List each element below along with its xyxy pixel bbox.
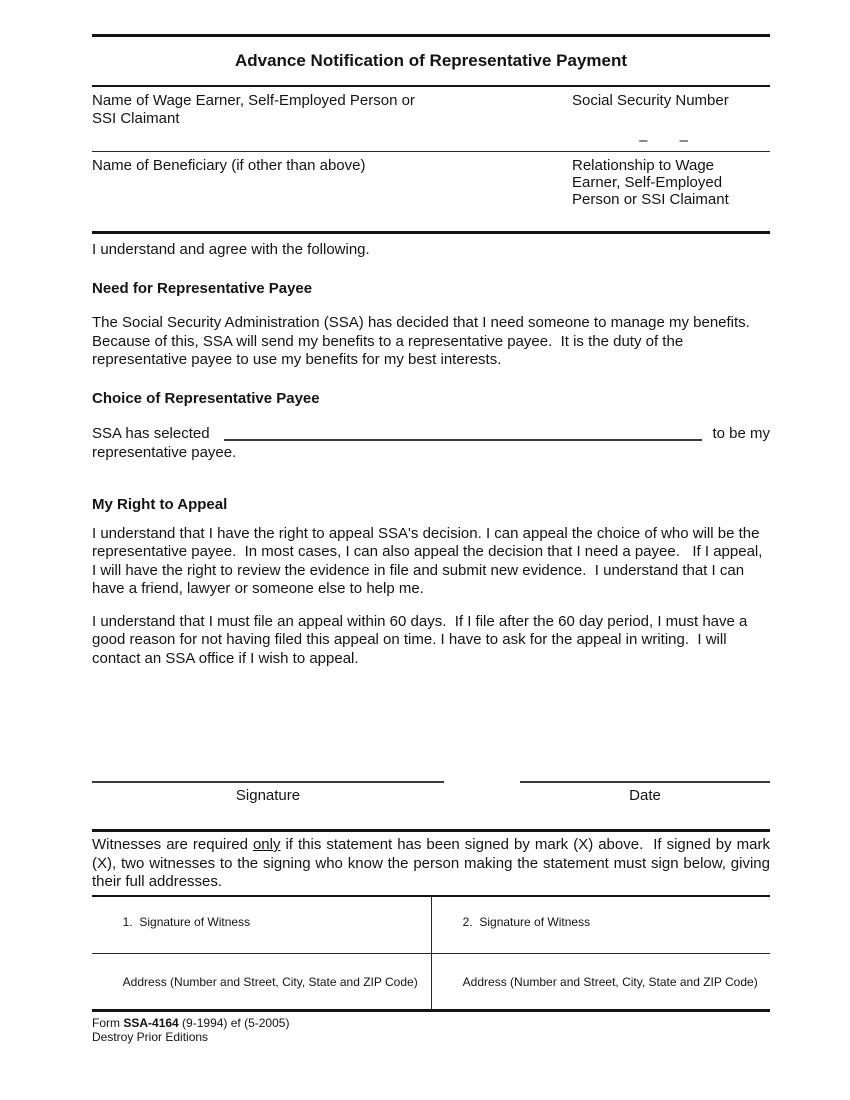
- date-block: [520, 781, 770, 804]
- witness-signature-row: [92, 897, 770, 954]
- witness2-address-label: Address (Number and Street, City, State and ZIP Code): [462, 974, 758, 989]
- appeal-para-2: I understand that I must file an appeal within 60 days. If I file after the 60 day period, I must have a good reason for not having filed this appeal on time. I have to ask for the appeal in writing. I will contact an SSA office if I wish to appeal.: [92, 612, 752, 667]
- form-number-line: [92, 1016, 770, 1030]
- witness1-address-label: Address (Number and Street, City, State and ZIP Code): [122, 974, 418, 989]
- relationship-label-line3: Person or SSI Claimant: [572, 191, 729, 208]
- witness-address-row: [92, 954, 770, 1009]
- signature-label: Signature: [235, 787, 301, 804]
- ssn-label: Social Security Number: [572, 92, 729, 109]
- appeal-section-heading: My Right to Appeal: [92, 496, 228, 513]
- wage-earner-name-field[interactable]: [92, 92, 532, 151]
- witness-requirement-note: [92, 836, 775, 892]
- need-section-heading: Need for Representative Payee: [92, 279, 313, 297]
- signature-line[interactable]: [92, 781, 444, 783]
- choice-section-heading: Choice of Representative Payee: [92, 389, 320, 407]
- beneficiary-name-field[interactable]: [92, 157, 532, 231]
- beneficiary-label: Name of Beneficiary (if other than above): [92, 157, 366, 174]
- destroy-note: Destroy Prior Editions: [92, 1029, 209, 1044]
- witness-note-before: Witnesses are required: [92, 836, 253, 853]
- relationship-label-line2: Earner, Self-Employed: [572, 174, 723, 191]
- header-bottom-rule: [92, 231, 770, 234]
- witness1-signature-cell[interactable]: [92, 897, 432, 953]
- form-footer: [92, 1016, 770, 1044]
- witness-note-underlined-word: only: [252, 836, 281, 853]
- wage-earner-ssn-row: [92, 87, 770, 151]
- wage-earner-label-line2: SSI Claimant: [92, 110, 180, 127]
- witness1-address-cell[interactable]: [92, 954, 432, 1009]
- need-section-body: The Social Security Administration (SSA) has decided that I need someone to manage my benefits. Because of this, SSA will send my benefits to a representative payee. It is the duty of the representative payee to use my benefits for my best interests.: [92, 314, 759, 368]
- ssn-dashes: – –: [639, 132, 689, 149]
- payee-line-suffix: to be my: [712, 425, 770, 442]
- witness1-signature-label: 1. Signature of Witness: [122, 914, 251, 929]
- payee-name-blank[interactable]: [224, 439, 703, 441]
- witness2-address-cell[interactable]: [432, 954, 770, 1009]
- agreement-intro: I understand and agree with the following.: [92, 241, 370, 258]
- witness-note-after: if this statement has been signed by mark (X) above. If signed by mark (X), two witnesses to the signing who know the person making the statement must sign below, giving their full addresses.: [92, 836, 775, 890]
- wage-earner-label-line1: Name of Wage Earner, Self-Employed Person or: [92, 92, 415, 109]
- payee-selection-line: [92, 425, 770, 462]
- payee-line-prefix: SSA has selected: [92, 425, 210, 442]
- witness-section-rule: [92, 829, 770, 832]
- relationship-field[interactable]: [572, 157, 770, 231]
- witness2-signature-label: 2. Signature of Witness: [462, 914, 591, 929]
- beneficiary-relationship-row: [92, 152, 770, 231]
- witness-table: [92, 895, 770, 1012]
- signature-date-row: [92, 781, 770, 804]
- ssn-field[interactable]: [572, 92, 770, 151]
- form-number: SSA-4164: [123, 1015, 179, 1030]
- form-number-prefix: Form: [92, 1015, 124, 1030]
- witness2-signature-cell[interactable]: [432, 897, 770, 953]
- date-line[interactable]: [520, 781, 770, 783]
- appeal-para-1: I understand that I have the right to appeal SSA's decision. I can appeal the choice of who will be the representative payee. In most cases, I can also appeal the decision that I need a payee. If I appeal, I will have the right to review the evidence in file and submit new evidence. I understand that I can have a friend, lawyer or someone else to help me.: [92, 524, 767, 597]
- date-label: Date: [629, 787, 661, 804]
- signature-block: [92, 781, 444, 804]
- top-rule: [92, 34, 770, 37]
- form-number-suffix: (9-1994) ef (5-2005): [178, 1015, 290, 1030]
- form-title: Advance Notification of Representative Payment: [234, 51, 628, 70]
- relationship-label-line1: Relationship to Wage: [572, 157, 715, 174]
- payee-line-continuation: representative payee.: [92, 443, 237, 461]
